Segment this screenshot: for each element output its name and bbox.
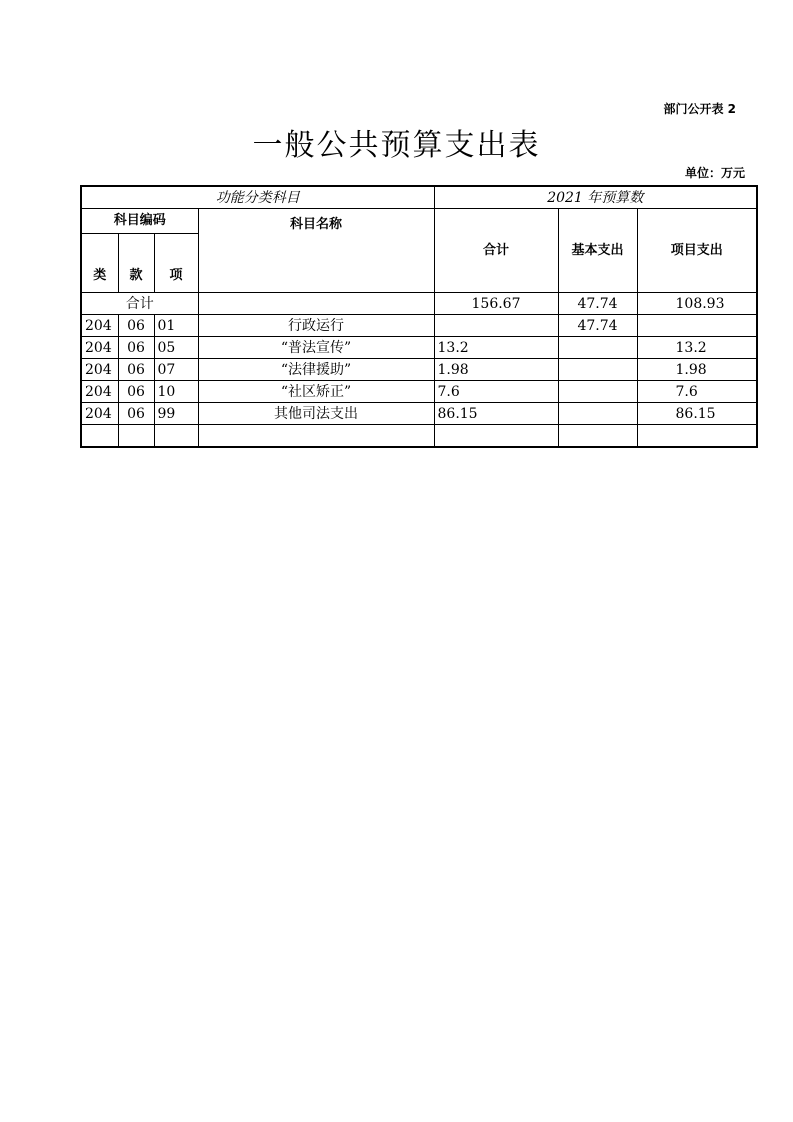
table-row: [81, 337, 757, 359]
kuan-header: 款: [118, 234, 154, 293]
cell-name: 其他司法支出: [198, 403, 434, 425]
empty-cell: [81, 425, 118, 448]
total-row-project: 108.93: [637, 293, 757, 315]
total-row: [81, 293, 757, 315]
empty-cell: [118, 425, 154, 448]
page-title: 一般公共预算支出表: [252, 128, 541, 163]
cell-project: 13.2: [637, 337, 757, 359]
empty-cell: [154, 425, 198, 448]
project-expense-header: 项目支出: [637, 209, 757, 293]
cell-kuan: 06: [118, 381, 154, 403]
budget-year-header: 2021 年预算数: [434, 186, 757, 209]
cell-project: 7.6: [637, 381, 757, 403]
form-number: 部门公开表 2: [663, 102, 736, 116]
cell-name: “法律援助”: [198, 359, 434, 381]
cell-total: 86.15: [434, 403, 558, 425]
basic-expense-header: 基本支出: [558, 209, 637, 293]
table-row: [81, 403, 757, 425]
functional-classification-header: 功能分类科目: [81, 186, 434, 209]
total-row-total: 156.67: [434, 293, 558, 315]
empty-cell: [558, 425, 637, 448]
cell-name: “普法宣传”: [198, 337, 434, 359]
total-row-basic: 47.74: [558, 293, 637, 315]
subject-name-header: 科目名称: [198, 209, 434, 293]
unit-label: 单位：万元: [684, 166, 745, 180]
cell-name: 行政运行: [198, 315, 434, 337]
cell-basic: [558, 337, 637, 359]
cell-xiang: 01: [154, 315, 198, 337]
cell-xiang: 07: [154, 359, 198, 381]
cell-total: 13.2: [434, 337, 558, 359]
budget-table: [80, 185, 758, 448]
lei-header: 类: [81, 234, 118, 293]
empty-row: [81, 425, 757, 448]
empty-cell: [198, 425, 434, 448]
cell-xiang: 99: [154, 403, 198, 425]
cell-total: 1.98: [434, 359, 558, 381]
cell-basic: 47.74: [558, 315, 637, 337]
cell-project: 86.15: [637, 403, 757, 425]
cell-lei: 204: [81, 315, 118, 337]
empty-cell: [637, 425, 757, 448]
total-row-name: [198, 293, 434, 315]
total-row-label: 合计: [81, 293, 198, 315]
table-code-header-row: [81, 209, 757, 234]
total-header: 合计: [434, 209, 558, 293]
cell-lei: 204: [81, 359, 118, 381]
cell-project: [637, 315, 757, 337]
table-row: [81, 315, 757, 337]
subject-code-header: 科目编码: [81, 209, 198, 234]
cell-xiang: 10: [154, 381, 198, 403]
cell-project: 1.98: [637, 359, 757, 381]
cell-total: 7.6: [434, 381, 558, 403]
cell-xiang: 05: [154, 337, 198, 359]
cell-basic: [558, 381, 637, 403]
cell-lei: 204: [81, 403, 118, 425]
cell-basic: [558, 359, 637, 381]
table-row: [81, 359, 757, 381]
cell-kuan: 06: [118, 403, 154, 425]
table-row: [81, 381, 757, 403]
cell-lei: 204: [81, 381, 118, 403]
table-group-header-row: [81, 186, 757, 209]
empty-cell: [434, 425, 558, 448]
xiang-header: 项: [154, 234, 198, 293]
cell-name: “社区矫正”: [198, 381, 434, 403]
cell-total: [434, 315, 558, 337]
cell-kuan: 06: [118, 315, 154, 337]
cell-kuan: 06: [118, 337, 154, 359]
cell-basic: [558, 403, 637, 425]
cell-lei: 204: [81, 337, 118, 359]
cell-kuan: 06: [118, 359, 154, 381]
